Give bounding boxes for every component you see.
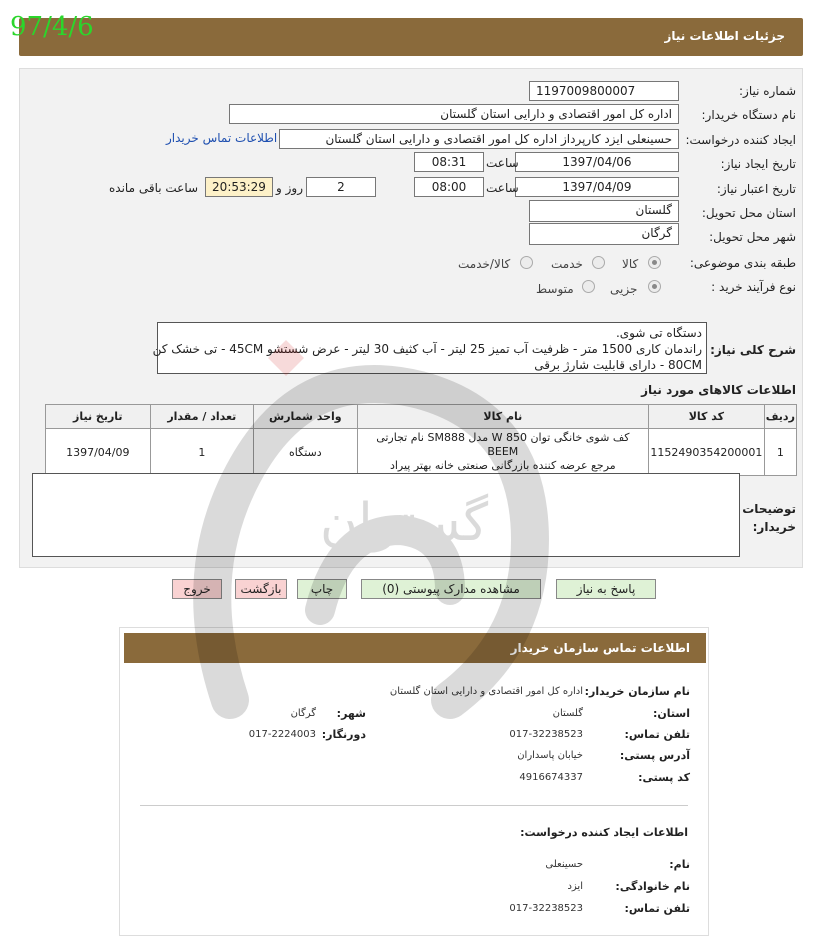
days-field: 2 xyxy=(306,177,376,197)
buyer-contact-link[interactable]: اطلاعات تماس خریدار xyxy=(166,131,278,145)
contact-fax-value: 017-2224003 xyxy=(248,729,316,740)
table-row xyxy=(46,429,797,476)
remaining-time-field: 20:53:29 xyxy=(205,177,273,197)
goods-name-line: مرجع عرضه کننده بازرگانی صنعتی خانه بهتر پیراد xyxy=(389,459,616,472)
contact-phone-label: تلفن تماس: xyxy=(624,728,690,741)
contact-province-label: استان: xyxy=(653,707,690,720)
province-field: گلستان xyxy=(529,200,679,222)
page-header xyxy=(19,18,803,56)
days-word: روز و xyxy=(276,181,303,195)
contact-phone-value: 017-32238523 xyxy=(509,729,583,740)
cell-row: 1 xyxy=(764,429,796,476)
summary-line: راندمان کاری 1500 متر - ظرفیت آب تمیز 25 لیتر - آب کثیف 30 لیتر - عرض شستشو 45CM - تی خشک کن xyxy=(152,342,702,356)
province-label: استان محل تحویل: xyxy=(701,206,796,220)
goods-table xyxy=(45,404,797,476)
created-date-label: تاریخ ایجاد نیاز: xyxy=(720,157,796,171)
valid-time-field: 08:00 xyxy=(414,177,484,197)
need-number-field: 1197009800007 xyxy=(529,81,679,101)
category-radio-goods[interactable] xyxy=(648,256,661,269)
requester-field: حسینعلی ایزد کارپرداز اداره کل امور اقتصادی و دارایی استان گلستان xyxy=(279,129,679,149)
city-field: گرگان xyxy=(529,223,679,245)
page-title: جزئیات اطلاعات نیاز xyxy=(664,29,785,43)
contact-city-value: گرگان xyxy=(290,708,316,719)
process-radio-medium[interactable] xyxy=(582,280,595,293)
created-time-word: ساعت xyxy=(486,156,519,170)
cell-date: 1397/04/09 xyxy=(46,429,151,476)
summary-label: شرح کلی نیاز: xyxy=(710,343,796,357)
goods-name-line: کف شوی خانگی توان 850 W مدل SM888 نام تجارتی BEEM xyxy=(376,431,630,458)
category-label: طبقه بندی موضوعی: xyxy=(689,256,796,270)
valid-date-label: تاریخ اعتبار نیاز: xyxy=(716,182,796,196)
col-name: نام کالا xyxy=(357,405,648,429)
reply-button[interactable]: پاسخ به نیاز xyxy=(556,579,656,599)
contact-address-label: آدرس پستی: xyxy=(619,749,690,762)
summary-line: 80CM - دارای قابلیت شارژ برقی xyxy=(534,358,702,372)
col-row: ردیف xyxy=(764,405,796,429)
contact-address-value: خیابان پاسداران xyxy=(517,750,583,761)
city-label: شهر محل تحویل: xyxy=(709,230,796,244)
contact-postal-value: 4916674337 xyxy=(519,772,583,783)
created-date-field: 1397/04/06 xyxy=(515,152,679,172)
col-code: کد کالا xyxy=(649,405,765,429)
creator-last-name-value: ایزد xyxy=(567,881,583,892)
contact-header xyxy=(124,633,706,663)
view-attachments-button[interactable]: مشاهده مدارک پیوستی (0) xyxy=(361,579,541,599)
creator-last-name-label: نام خانوادگی: xyxy=(615,880,690,893)
creator-phone-label: تلفن تماس: xyxy=(624,902,690,915)
buyer-contact-card xyxy=(119,627,709,936)
created-time-field: 08:31 xyxy=(414,152,484,172)
col-unit: واحد شمارش xyxy=(254,405,358,429)
buyer-org-field: اداره کل امور اقتصادی و دارایی استان گلستان xyxy=(229,104,679,124)
contact-postal-label: کد پستی: xyxy=(638,771,690,784)
creator-first-name-label: نام: xyxy=(669,858,690,871)
contact-title: اطلاعات تماس سازمان خریدار xyxy=(510,641,690,655)
contact-city-label: شهر: xyxy=(336,707,366,720)
process-option-medium: متوسط xyxy=(536,282,574,296)
buyer-notes-label: توضیحات خریدار: xyxy=(742,502,796,534)
creator-first-name-value: حسینعلی xyxy=(545,859,583,870)
creator-phone-value: 017-32238523 xyxy=(509,903,583,914)
category-radio-both[interactable] xyxy=(520,256,533,269)
process-radio-minor[interactable] xyxy=(648,280,661,293)
buyer-notes-box xyxy=(32,473,740,557)
process-label: نوع فرآیند خرید : xyxy=(711,280,796,294)
summary-line: دستگاه تی شوی. xyxy=(615,326,702,340)
summary-box xyxy=(152,322,707,374)
category-radio-service[interactable] xyxy=(592,256,605,269)
cell-code: 1152490354200001 xyxy=(649,429,765,476)
need-number-label: شماره نیاز: xyxy=(739,84,796,98)
col-date: تاریخ نیاز xyxy=(46,405,151,429)
goods-section-title: اطلاعات کالاهای مورد نیاز xyxy=(641,383,796,397)
valid-date-field: 1397/04/09 xyxy=(515,177,679,197)
exit-button[interactable]: خروج xyxy=(172,579,222,599)
contact-fax-label: دورنگار: xyxy=(321,728,366,741)
category-option-both: کالا/خدمت xyxy=(458,257,511,271)
category-option-service: خدمت xyxy=(551,257,583,271)
category-option-goods: کالا xyxy=(622,257,639,271)
requester-label: ایجاد کننده درخواست: xyxy=(685,133,796,147)
print-button[interactable]: چاپ xyxy=(297,579,347,599)
contact-province-value: گلستان xyxy=(552,708,583,719)
contact-org-label: نام سازمان خریدار: xyxy=(584,685,690,698)
contact-divider xyxy=(140,805,688,806)
back-button[interactable]: بازگشت xyxy=(235,579,287,599)
valid-time-word: ساعت xyxy=(486,181,519,195)
process-option-minor: جزیی xyxy=(610,282,638,296)
col-qty: تعداد / مقدار xyxy=(150,405,254,429)
cell-unit: دستگاه xyxy=(254,429,358,476)
buyer-org-label: نام دستگاه خریدار: xyxy=(701,108,796,122)
contact-org-value: اداره کل امور اقتصادی و دارایی استان گلستان xyxy=(389,686,583,697)
cell-name xyxy=(357,429,648,476)
date-stamp: 97/4/6 xyxy=(10,12,94,42)
creator-section-title: اطلاعات ایجاد کننده درخواست: xyxy=(520,826,688,839)
cell-qty: 1 xyxy=(150,429,254,476)
remaining-label: ساعت باقی مانده xyxy=(109,181,199,195)
